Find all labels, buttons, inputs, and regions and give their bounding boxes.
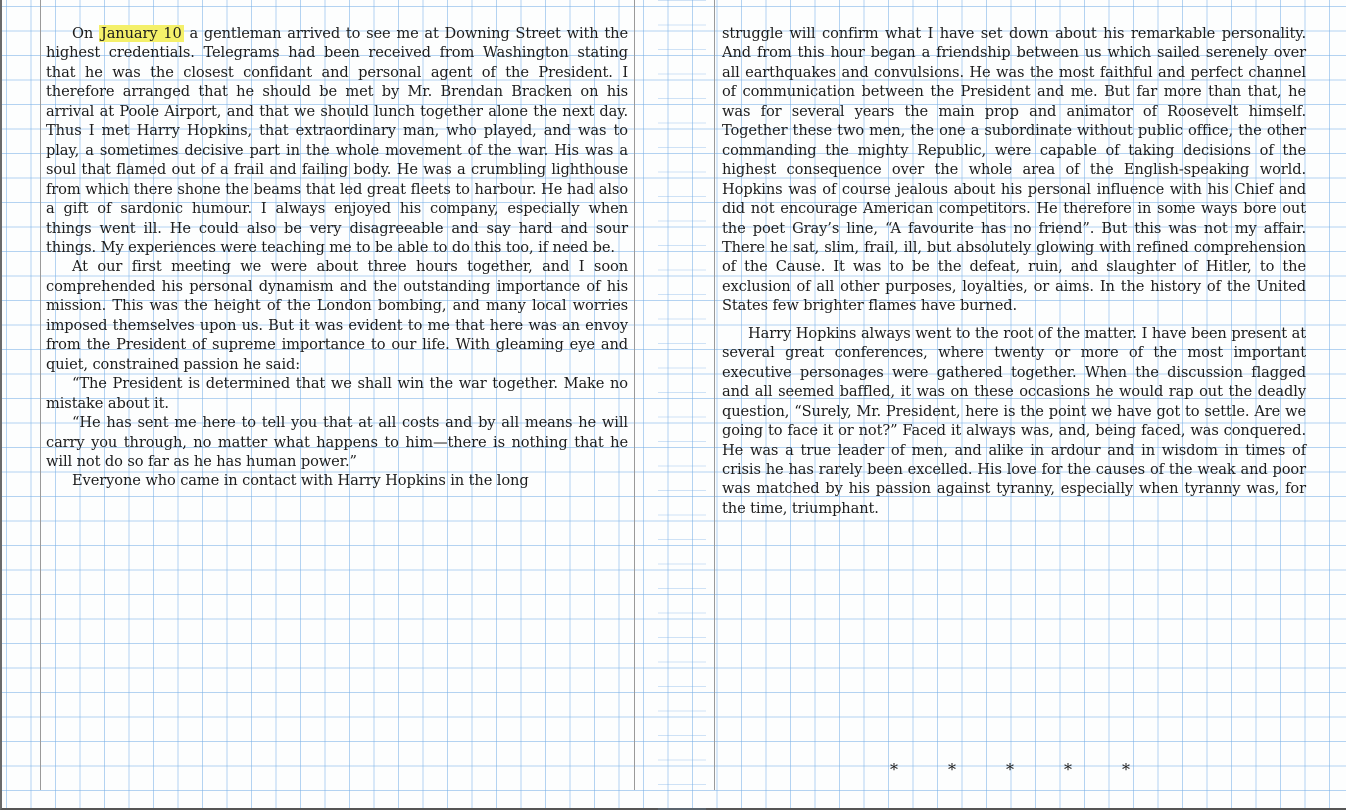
star-glyph: * <box>1122 760 1130 779</box>
left-page-edge <box>40 0 41 790</box>
paragraph-4: “He has sent me here to tell you that at all costs and by all means he will carry you through, no matter what happens to him—there is nothing that he will not do so far as he has human power.” <box>46 414 628 470</box>
left-text-column <box>46 24 628 491</box>
star-glyph: * <box>1064 760 1072 779</box>
star-glyph: * <box>890 760 898 779</box>
section-break <box>890 760 1130 779</box>
right-page-edge <box>714 0 715 790</box>
paragraph-2: At our first meeting we were about three hours together, and I soon comprehended his personal dynamism and the outstanding importance of his mission. This was the height of the London bombing, and many local worries imposed themselves upon us. But it was evident to me that here was an envoy from the President of supreme importance to our life. With gleaming eye and quiet, constrained passion he said: <box>46 258 628 373</box>
right-text-column <box>722 24 1306 518</box>
star-glyph: * <box>1006 760 1014 779</box>
paragraph-5: Everyone who came in contact with Harry Hopkins in the long <box>72 472 529 490</box>
paragraph-6: struggle will confirm what I have set down about his remarkable personality. And from this hour began a friendship between us which sailed serenely over all earthquakes and convulsions. He was the most faithful and perfect channel of communication between the President and me. But far more than that, he was for several years the main prop and animator of Roosevelt himself. Together these two men, the one a subordinate without public office, the other commanding the mighty Republic, were capable of taking decisions of the highest consequence over the whole area of the English-speaking world. Hopkins was of course jealous about his personal influence with his Chief and did not encourage American competitors. He therefore in some ways bore out the poet Gray’s line, “A favourite has no friend”. But this was not my affair. There he sat, slim, frail, ill, but absolutely glowing with refined comprehension of the Cause. It was to be the defeat, ruin, and slaughter of Hitler, to the exclusion of all other purposes, loyalties, or aims. In the history of the United States few brighter flames have burned. <box>722 25 1306 315</box>
paragraph-7: Harry Hopkins always went to the root of the matter. I have been present at several great conferences, where twenty or more of the most important executive personages were gathered together. When the discussion flagged and all seemed baffled, it was on these occasions he would rap out the deadly question, “Surely, Mr. President, here is the point we have got to settle. Are we going to face it or not?” Faced it always was, and, being faced, was conquered. He was a true leader of men, and alike in ardour and in wisdom in times of crisis he has rarely been excelled. His love for the causes of the weak and poor was matched by his passion against tyranny, especially when tyranny was, for the time, triumphant. <box>722 324 1306 517</box>
highlighted-date: January 10 <box>100 25 182 42</box>
book-gutter <box>658 0 706 810</box>
paragraph-3: “The President is determined that we shall win the war together. Make no mistake about it. <box>46 375 628 412</box>
left-page-right-edge <box>634 0 635 790</box>
paragraph-1: On January 10 a gentleman arrived to see me at Downing Street with the highest credentials. Telegrams had been received from Washington stating that he was the closest confidant and personal agent of the President. I therefore arranged that he should be met by Mr. Brendan Bracken on his arrival at Poole Airport, and that we should lunch together alone the next day. Thus I met Harry Hopkins, that extraordinary man, who played, and was to play, a sometimes decisive part in the whole movement of the war. His was a soul that flamed out of a frail and failing body. He was a crumbling lighthouse from which there shone the beams that led great fleets to harbour. He had also a gift of sardonic humour. I always enjoyed his company, especially when things went ill. He could also be very disagreeable and say hard and sour things. My experiences were teaching me to be able to do this too, if need be. <box>46 25 628 256</box>
star-glyph: * <box>948 760 956 779</box>
